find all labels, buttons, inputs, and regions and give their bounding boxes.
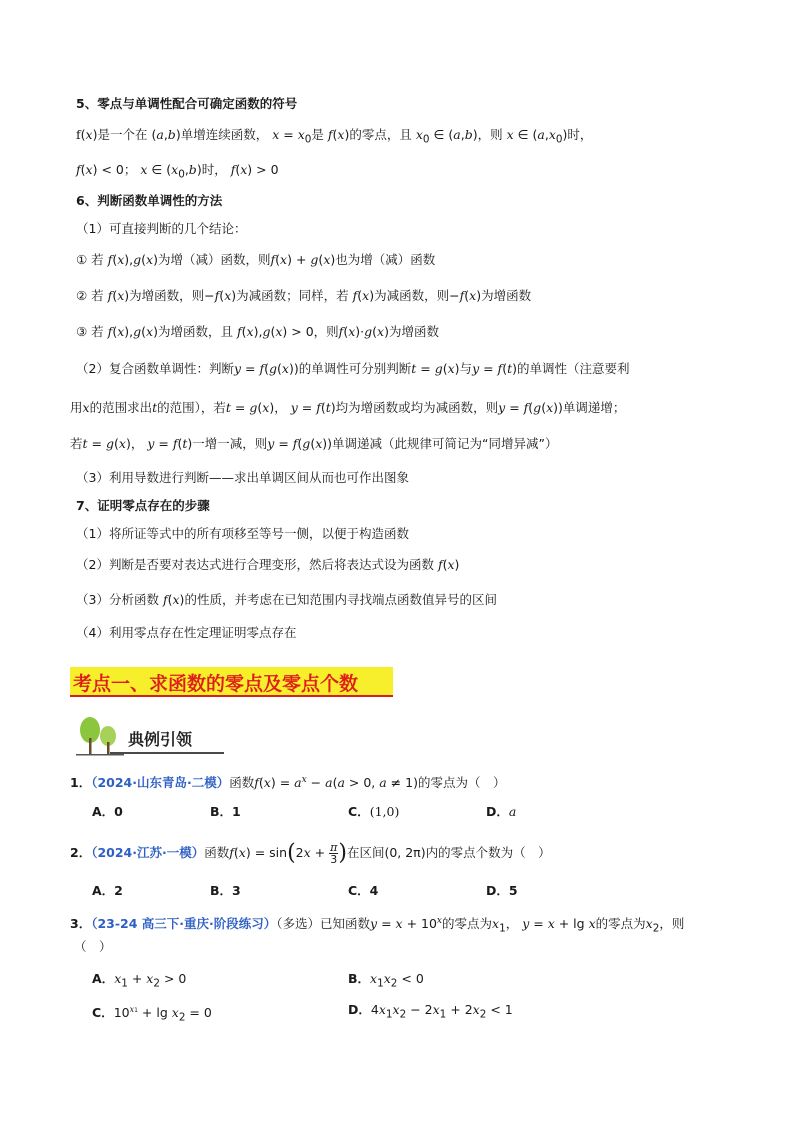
q2-option-d[interactable]: D．5 <box>486 883 518 898</box>
topic-banner <box>70 667 393 697</box>
section6-heading: 6、判断函数单调性的方法 <box>76 193 223 208</box>
section7-step2: （2）判断是否要对表达式进行合理变形，然后将表达式设为函数 f(x) <box>76 557 460 572</box>
example-header-title: 典例引领 <box>128 730 193 749</box>
q1-option-c[interactable]: C．(1,0) <box>348 804 400 819</box>
q3-option-d[interactable]: D．$4x_1x_2 - 2x_1 + 2x_2 < 1$ <box>348 1002 513 1021</box>
section7-heading: 7、证明零点存在的步骤 <box>76 498 210 513</box>
q1-option-a[interactable]: A．0 <box>92 804 123 819</box>
section7-step1: （1）将所证等式中的所有项移至等号一侧，以便于构造函数 <box>76 526 409 541</box>
topic-banner-title: 考点一、求函数的零点及零点个数 <box>73 673 359 695</box>
q3-option-c[interactable]: C．$10^{x1} + \lg x_2 = 0$ <box>92 1005 212 1024</box>
q2-option-b[interactable]: B．3 <box>210 883 241 898</box>
section6-sub1: （1）可直接判断的几个结论： <box>76 221 247 236</box>
q2-option-a[interactable]: A．2 <box>92 883 123 898</box>
example-header-underline <box>110 752 224 754</box>
tree-icon <box>76 716 126 756</box>
q3-option-b[interactable]: B．$x_1x_2 < 0$ <box>348 971 424 990</box>
q2-option-c[interactable]: C．4 <box>348 883 379 898</box>
section6-conclusion1: ① 若 f(x),g(x)为增（减）函数，则f(x) + g(x)也为增（减）函数 <box>76 252 436 267</box>
section6-composite-line3: 若t = g(x)， y = f(t)一增一减，则y = f(g(x))单调递减（此规律可简记为“同增异减”） <box>70 436 558 451</box>
section5-line2: f(x) < 0； x ∈ $(x_0,b)$时， f(x) > 0 <box>76 162 279 181</box>
q1-option-d[interactable]: D．a <box>486 804 517 819</box>
question-3-paren: （ ） <box>74 939 112 954</box>
question-2: 2．（2024·江苏·一模）函数f(x) = sin(2x + $\frac{\pi}{3}$ )在区间(0, 2π)内的零点个数为（ ） <box>70 840 551 866</box>
section5-heading: 5、零点与单调性配合可确定函数的符号 <box>76 96 298 111</box>
section6-conclusion3: ③ 若 f(x),g(x)为增函数，且 f(x),g(x) > 0，则f(x)·g(x)为增函数 <box>76 324 439 339</box>
section6-composite-line2: 用x的范围求出t的范围），若t = g(x)， y = f(t)均为增函数或均为减函数，则y = f(g(x))单调递增； <box>70 400 626 415</box>
question-1: 1．（2024·山东青岛·二模）函数$f(x) = a^x - a(a > 0$, a ≠ 1)的零点为（ ） <box>70 775 506 791</box>
section7-step3: （3）分析函数 f(x)的性质，并考虑在已知范围内寻找端点函数值异号的区间 <box>76 592 497 607</box>
question-3: 3．（23-24 高三下·重庆·阶段练习）（多选）已知函数$y = x + 10^x$的零点为$x_1$， y = x + lg x的零点为$x_2$，则 <box>70 916 685 935</box>
section5-line1: f(x)是一个在 (a,b)单增连续函数， $x = x_0$是 f(x)的零点，且 $x_0$ ∈ (a,b)，则 x ∈ $(a,x_0)$时， <box>76 127 593 146</box>
q3-option-a[interactable]: A．$x_1 + x_2 > 0$ <box>92 971 187 990</box>
section6-conclusion2: ② 若 f(x)为增函数，则−f(x)为减函数；同样，若 f(x)为减函数，则−f(x)为增函数 <box>76 288 532 303</box>
section6-composite-line1: （2）复合函数单调性：判断y = f(g(x))的单调性可分别判断t = g(x)与y = f(t)的单调性（注意要利 <box>76 361 630 376</box>
q1-option-b[interactable]: B．1 <box>210 804 241 819</box>
section7-step4: （4）利用零点存在性定理证明零点存在 <box>76 625 297 640</box>
section6-sub3: （3）利用导数进行判断——求出单调区间从而也可作出图象 <box>76 470 409 485</box>
